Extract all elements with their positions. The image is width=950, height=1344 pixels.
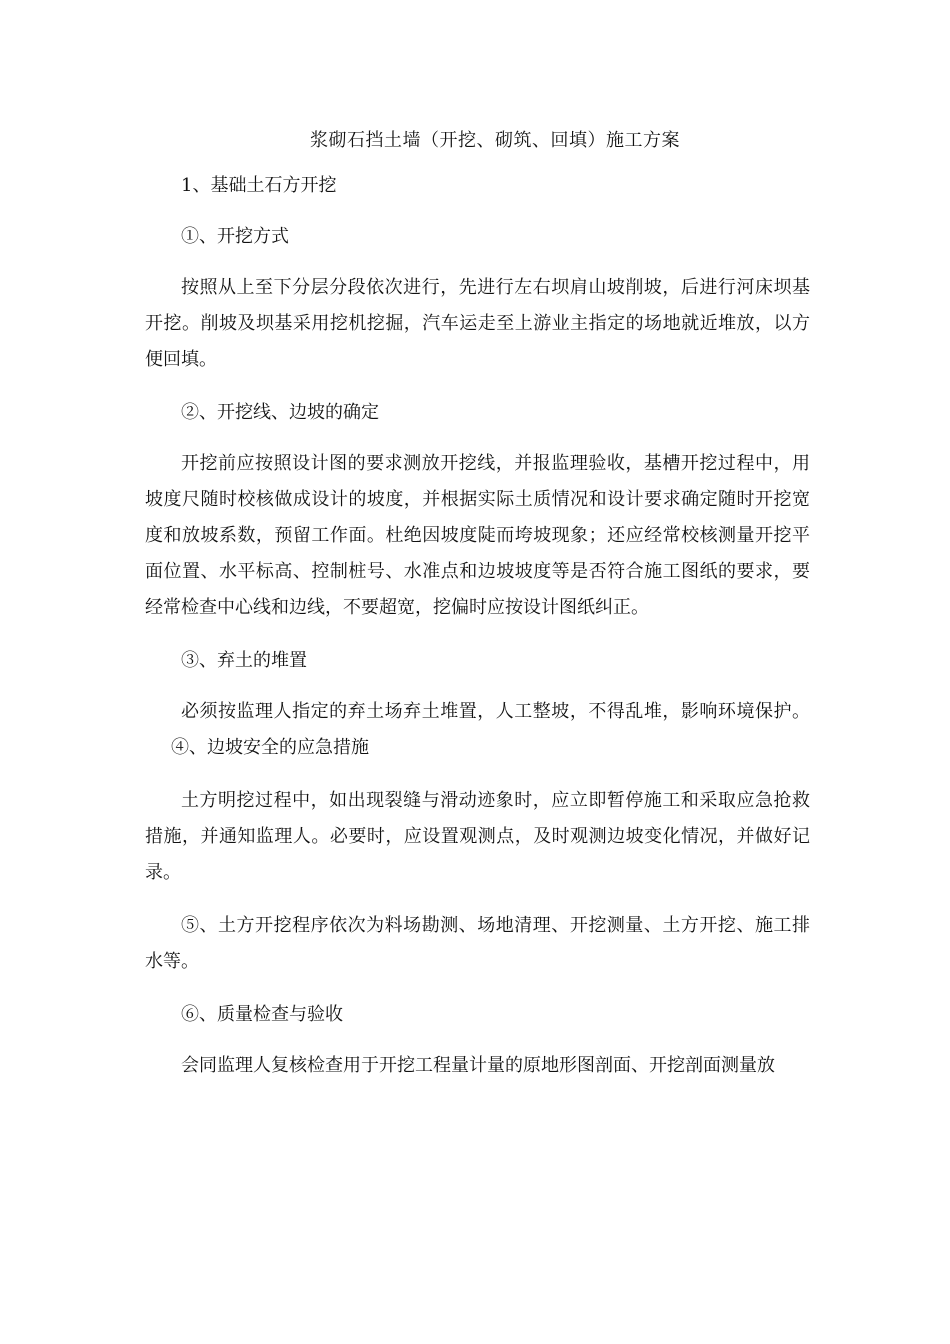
paragraph-excavation-line-slope: 开挖前应按照设计图的要求测放开挖线，并报监理验收，基槽开挖过程中，用坡度尺随时校核做成设计的坡度，并根据实际土质情况和设计要求确定随时开挖宽度和放坡系数，预留工作面。杜绝因坡度陡而垮坡现象；还应经常校核测量开挖平面位置、水平标高、控制桩号、水准点和边坡坡度等是否符合施工图纸的要求，要经常检查中心线和边线，不要超宽，挖偏时应按设计图纸纠正。 bbox=[145, 453, 810, 618]
section-heading-excavation: 1、基础土石方开挖 bbox=[181, 175, 337, 196]
subheading-excavation-line-slope: ②、开挖线、边坡的确定 bbox=[181, 402, 379, 423]
subheading-spoil-placement: ③、弃土的堆置 bbox=[181, 650, 307, 671]
paragraph-excavation-sequence: ⑤、土方开挖程序依次为料场勘测、场地清理、开挖测量、土方开挖、施工排水等。 bbox=[145, 915, 810, 972]
paragraph-spoil-placement bbox=[145, 694, 810, 766]
subheading-slope-emergency: ④、边坡安全的应急措施 bbox=[171, 737, 369, 758]
subheading-excavation-method: ①、开挖方式 bbox=[181, 226, 289, 247]
paragraph-spoil-placement-text: 必须按监理人指定的弃土场弃土堆置，人工整坡，不得乱堆，影响环境保护。 bbox=[181, 701, 810, 722]
paragraph-excavation-method: 按照从上至下分层分段依次进行，先进行左右坝肩山坡削坡，后进行河床坝基开挖。削坡及坝基采用挖机挖掘，汽车运走至上游业主指定的场地就近堆放，以方便回填。 bbox=[145, 277, 810, 370]
document-title: 浆砌石挡土墙（开挖、砌筑、回填）施工方案 bbox=[310, 130, 680, 151]
paragraph-quality-inspection: 会同监理人复核检查用于开挖工程量计量的原地形图剖面、开挖剖面测量放 bbox=[181, 1055, 775, 1076]
subheading-quality-inspection: ⑥、质量检查与验收 bbox=[181, 1004, 343, 1025]
document-body bbox=[145, 168, 810, 1101]
paragraph-slope-emergency: 土方明挖过程中，如出现裂缝与滑动迹象时，应立即暂停施工和采取应急抢救措施，并通知监理人。必要时，应设置观测点，及时观测边坡变化情况，并做好记录。 bbox=[145, 790, 810, 883]
